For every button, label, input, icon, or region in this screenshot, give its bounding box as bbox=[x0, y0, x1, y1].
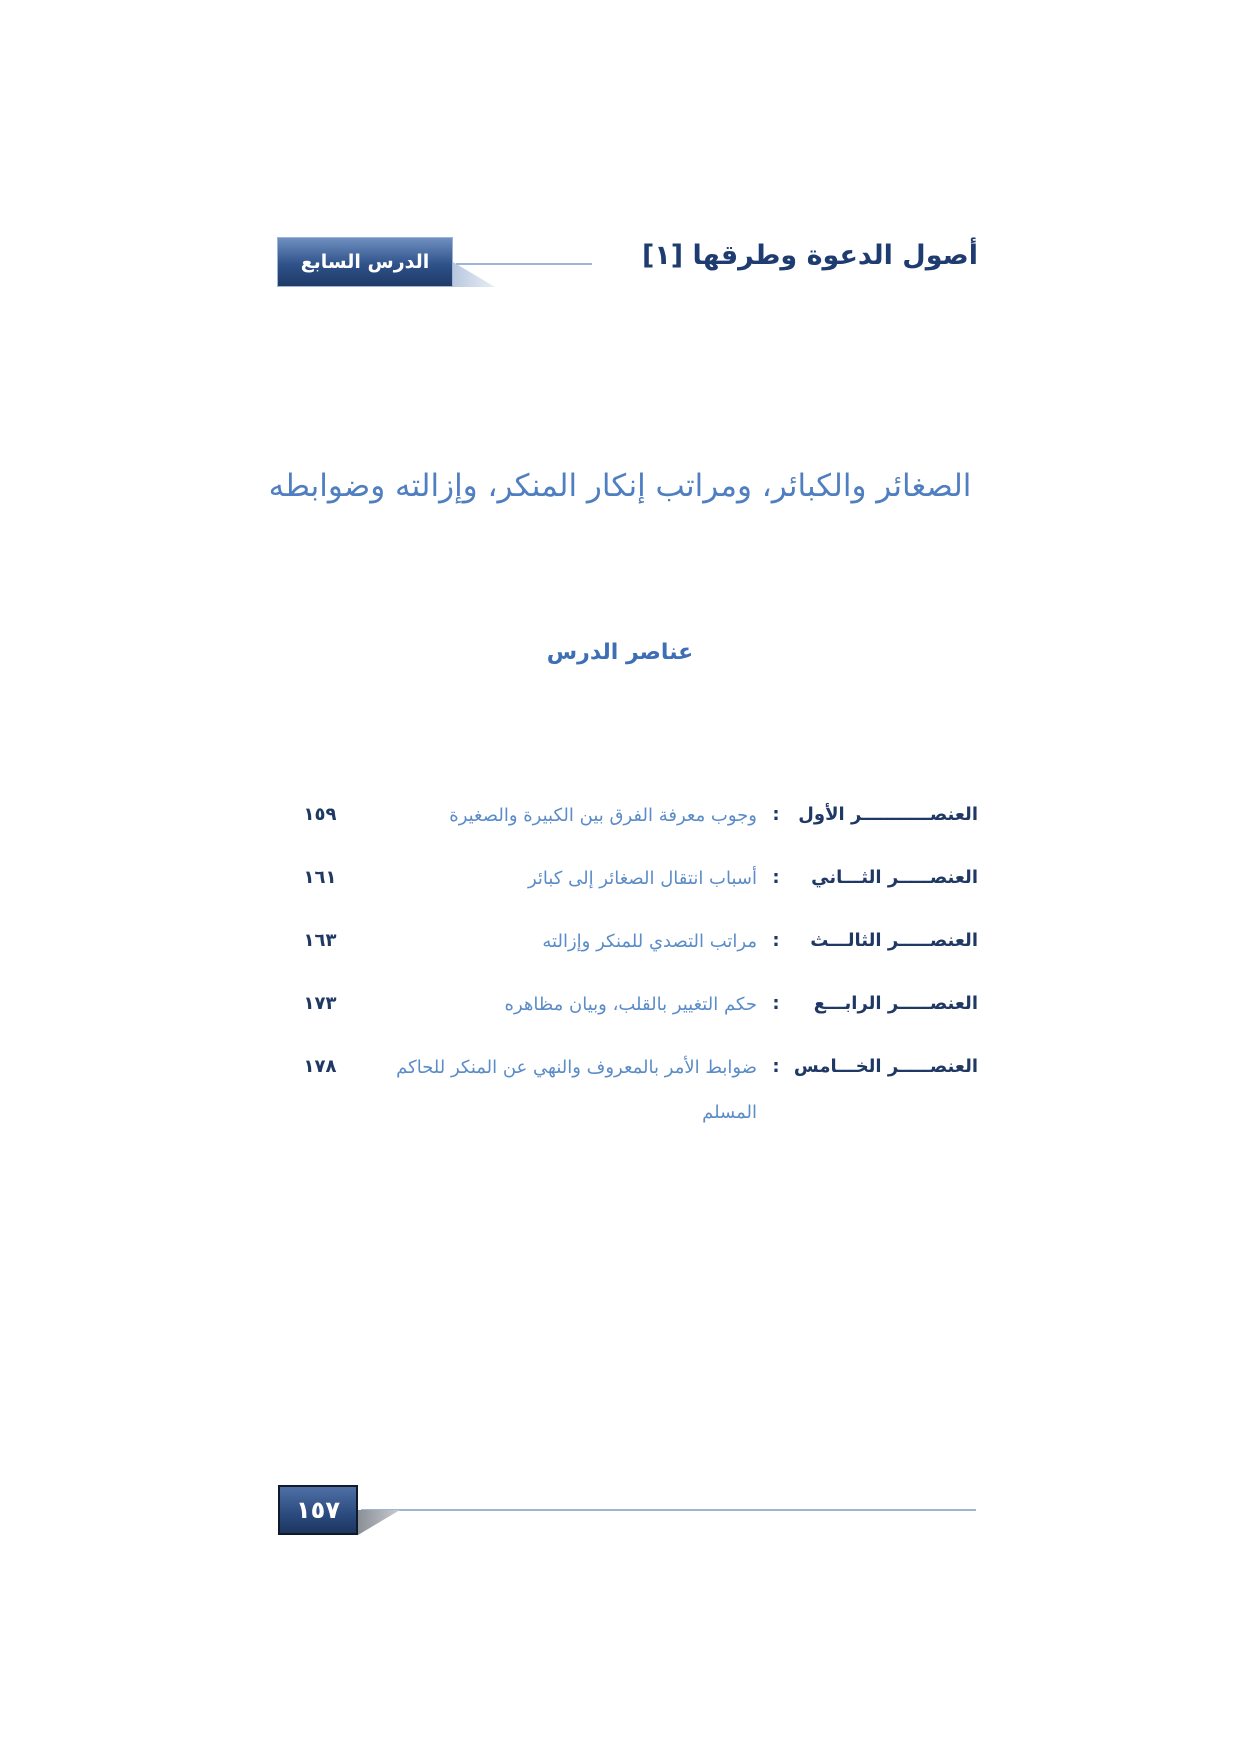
toc-item-label: العنصـــــر الثـــاني bbox=[811, 867, 978, 888]
toc-item-text: وجوب معرفة الفرق بين الكبيرة والصغيرة bbox=[449, 805, 757, 826]
footer-rule bbox=[361, 1509, 976, 1511]
toc-item-text: ضوابط الأمر بالمعروف والنهي عن المنكر للحاكم المسلم bbox=[396, 1057, 757, 1123]
toc-item-page: ١٦١ bbox=[303, 867, 337, 888]
toc-item-text: أسباب انتقال الصغائر إلى كبائر bbox=[527, 868, 757, 889]
toc-item-label: العنصـــــر الثالـــث bbox=[810, 930, 978, 951]
book-title: أصول الدعوة وطرقها [١] bbox=[641, 240, 978, 271]
toc-item-label: العنصـــــر الرابـــع bbox=[813, 993, 978, 1014]
lesson-title: الصغائر والكبائر، ومراتب إنكار المنكر، وإزالته وضوابطه bbox=[268, 468, 972, 504]
header-rule bbox=[456, 263, 592, 265]
lesson-badge: الدرس السابع bbox=[277, 237, 453, 287]
toc-item-separator: : bbox=[772, 867, 780, 888]
toc-item-separator: : bbox=[772, 993, 780, 1014]
toc-item-separator: : bbox=[772, 930, 780, 951]
page-number-shadow bbox=[358, 1510, 400, 1535]
toc-item-label: العنصـــــــــــر الأول bbox=[798, 804, 978, 825]
toc-item-text: حكم التغيير بالقلب، وبيان مظاهره bbox=[504, 994, 757, 1015]
toc-item-text: مراتب التصدي للمنكر وإزالته bbox=[542, 931, 757, 952]
toc-heading: عناصر الدرس bbox=[546, 640, 694, 665]
toc-item-separator: : bbox=[772, 804, 780, 825]
toc-item-page: ١٧٨ bbox=[303, 1056, 337, 1077]
toc-item-page: ١٥٩ bbox=[303, 804, 337, 825]
toc-item-page: ١٦٣ bbox=[303, 930, 337, 951]
toc-item-label: العنصـــــر الخـــامس bbox=[793, 1056, 978, 1077]
page-number: ١٥٧ bbox=[278, 1485, 358, 1535]
lesson-badge-shadow bbox=[453, 262, 495, 287]
toc-item-separator: : bbox=[772, 1056, 780, 1077]
toc-item-page: ١٧٣ bbox=[303, 993, 337, 1014]
